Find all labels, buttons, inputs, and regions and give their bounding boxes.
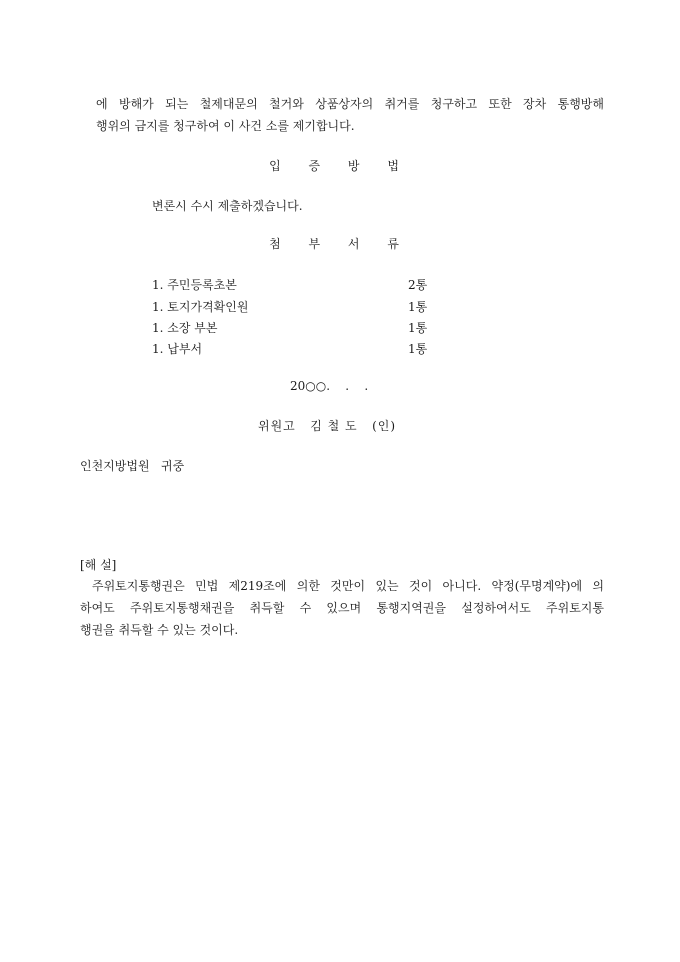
document-date: 20○○. . .	[290, 379, 369, 393]
evidence-heading: 입 증 방 법	[269, 159, 411, 173]
attachment-label: 1. 소장 부본	[152, 321, 218, 335]
attachment-label: 1. 납부서	[152, 342, 203, 356]
court-addressee: 인천지방법원 귀중	[80, 459, 185, 473]
commentary-line-3: 행권을 취득할 수 있는 것이다.	[80, 623, 239, 637]
intro-line-1: 에 방해가 되는 철제대문의 철거와 상품상자의 취거를 청구하고 또한 장차 통행방해	[96, 97, 604, 111]
attachment-count: 1통	[408, 300, 428, 314]
attachments-heading: 첨 부 서 류	[269, 237, 411, 251]
commentary-heading: [해 설]	[80, 558, 117, 572]
attachment-label: 1. 주민등록초본	[152, 278, 237, 292]
signature-line: 위원고 김 철 도 (인)	[258, 419, 397, 433]
commentary-line-1: 주위토지통행권은 민법 제219조에 의한 것만이 있는 것이 아니다. 약정(무명계약)에 의	[92, 579, 604, 593]
attachment-label: 1. 토지가격확인원	[152, 300, 249, 314]
intro-line-2: 행위의 금지를 청구하여 이 사건 소를 제기합니다.	[96, 119, 355, 133]
evidence-text: 변론시 수시 제출하겠습니다.	[152, 199, 303, 213]
attachment-count: 1통	[408, 321, 428, 335]
attachment-count: 1통	[408, 342, 428, 356]
commentary-line-2: 하여도 주위토지통행채권을 취득할 수 있으며 통행지역권을 설정하여서도 주위토지통	[80, 601, 604, 615]
attachment-count: 2통	[408, 278, 428, 292]
